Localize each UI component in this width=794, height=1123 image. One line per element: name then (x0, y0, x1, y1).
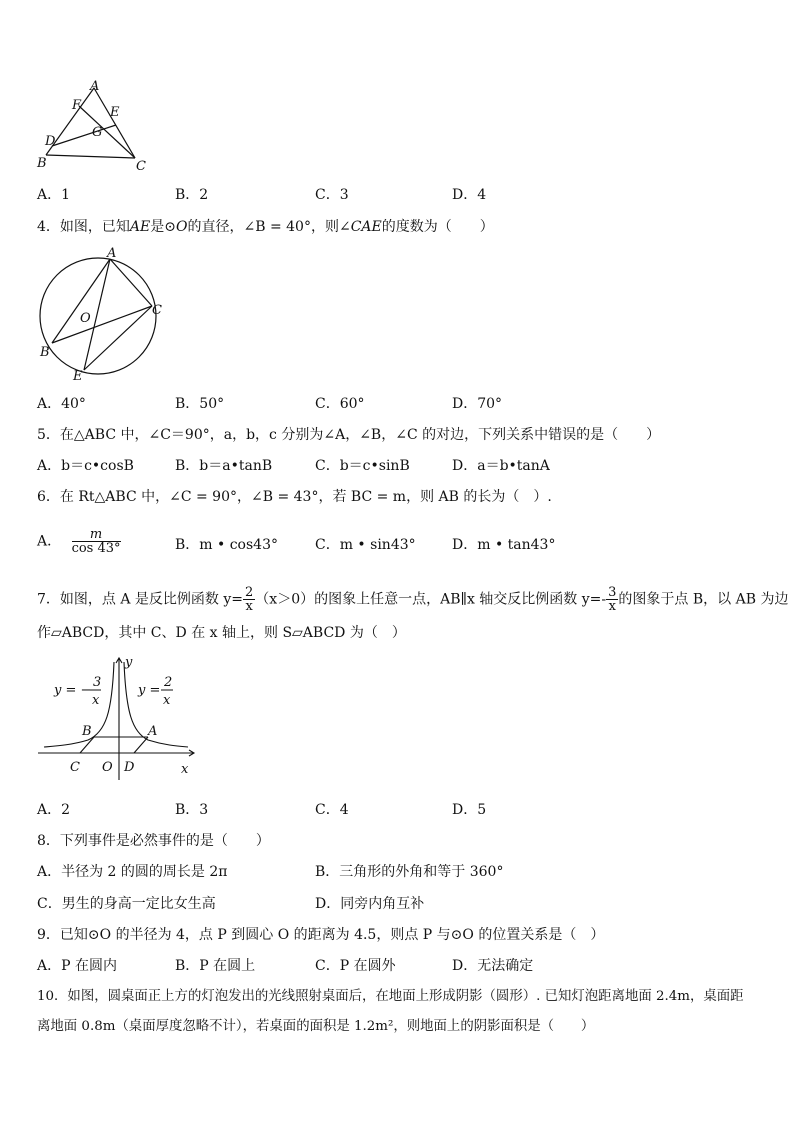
q8-question: 8．下列事件是必然事件的是（ ） (37, 833, 270, 849)
hyperbola-figure-q7 (36, 652, 201, 782)
q3-option-c: C．3 (315, 187, 349, 203)
q5-option-a: A．b＝c•cosB (37, 458, 134, 474)
q4-option-a: A．40° (37, 396, 86, 412)
label-d: D (45, 134, 56, 149)
q3-option-d: D．4 (452, 187, 487, 203)
label-a: A (107, 246, 117, 261)
q8-option-b: B．三角形的外角和等于 360° (315, 864, 504, 880)
q6-option-a: A． $\frac{m}{\cos 43^\circ}$ (37, 527, 121, 556)
q7-question-line1: 7．如图，点 A 是反比例函数 y= $\frac{2}{x}$ （x＞0）的图象上任意一点，AB∥x 轴交反比例函数 y=- $\frac{3}{x}$ 的图象于点 B，以 AB 为边 (37, 585, 789, 614)
label-c: C (136, 159, 146, 174)
label-o: O (102, 760, 113, 775)
left-num: 3 (93, 675, 102, 690)
label-c: C (70, 760, 80, 775)
q8-option-c: C．男生的身高一定比女生高 (37, 896, 216, 912)
q7-option-a: A．2 (37, 802, 71, 818)
q8-option-a: A．半径为 2 的圆的周长是 2π (37, 864, 228, 880)
q7-question-line2: 作▱ABCD，其中 C、D 在 x 轴上，则 S▱ABCD 为（ ） (37, 625, 406, 641)
axis-x-label: x (181, 762, 189, 777)
q5-option-b: B．b＝a•tanB (175, 458, 273, 474)
right-den: x (163, 693, 171, 708)
q7-option-d: D．5 (452, 802, 487, 818)
q7-option-c: C．4 (315, 802, 349, 818)
q7-option-b: B．3 (175, 802, 209, 818)
label-b: B (37, 156, 47, 171)
left-eq: y = − (54, 683, 92, 698)
label-d: D (124, 760, 135, 775)
q6-option-b: B．m • cos43° (175, 537, 278, 553)
q5-option-c: C．b＝c•sinB (315, 458, 410, 474)
left-den: x (92, 693, 100, 708)
label-e: E (110, 105, 120, 120)
label-a: A (148, 724, 158, 739)
q9-option-d: D．无法确定 (452, 958, 534, 974)
label-e: E (73, 369, 83, 384)
label-b: B (82, 724, 92, 739)
right-eq: y = (138, 683, 161, 698)
label-c: C (152, 303, 162, 318)
q6-option-d: D．m • tan43° (452, 537, 556, 553)
q9-option-a: A．P 在圆内 (37, 958, 117, 974)
q6-question: 6．在 Rt△ABC 中，∠C = 90°，∠B = 43°，若 BC = m，则 AB 的长为（ ）. (37, 489, 552, 505)
circle-figure-q4 (34, 246, 169, 386)
q4-question: 4．如图，已知AE是⊙O的直径，∠B = 40°，则∠CAE的度数为（ ） (37, 219, 494, 235)
q4-option-c: C．60° (315, 396, 365, 412)
label-o: O (80, 311, 91, 326)
q9-option-b: B．P 在圆上 (175, 958, 256, 974)
label-g: G (92, 125, 103, 140)
q4-option-b: B．50° (175, 396, 225, 412)
q5-question: 5．在△ABC 中，∠C＝90°，a，b，c 分别为∠A，∠B，∠C 的对边，下列关系中错误的是（ ） (37, 427, 661, 443)
triangle-figure-q3 (32, 78, 157, 178)
q9-question: 9．已知⊙O 的半径为 4，点 P 到圆心 O 的距离为 4.5，则点 P 与⊙O 的位置关系是（ ） (37, 927, 605, 943)
right-num: 2 (164, 675, 173, 690)
q3-option-a: A．1 (37, 187, 71, 203)
q9-option-c: C．P 在圆外 (315, 958, 396, 974)
label-f: F (72, 98, 82, 113)
q10-question-line2: 离地面 0.8m（桌面厚度忽略不计），若桌面的面积是 1.2m²，则地面上的阴影面积是（ ） (37, 1019, 595, 1034)
axis-y-label: y (125, 655, 133, 670)
q3-option-b: B．2 (175, 187, 209, 203)
q5-option-d: D．a＝b•tanA (452, 458, 550, 474)
q4-option-d: D．70° (452, 396, 503, 412)
q6-option-c: C．m • sin43° (315, 537, 416, 553)
label-a: A (90, 79, 100, 94)
q10-question-line1: 10．如图，圆桌面正上方的灯泡发出的光线照射桌面后，在地面上形成阴影（圆形）. 已知灯泡距离地面 2.4m，桌面距 (37, 989, 744, 1004)
q8-option-d: D．同旁内角互补 (315, 896, 425, 912)
label-b: B (40, 345, 50, 360)
